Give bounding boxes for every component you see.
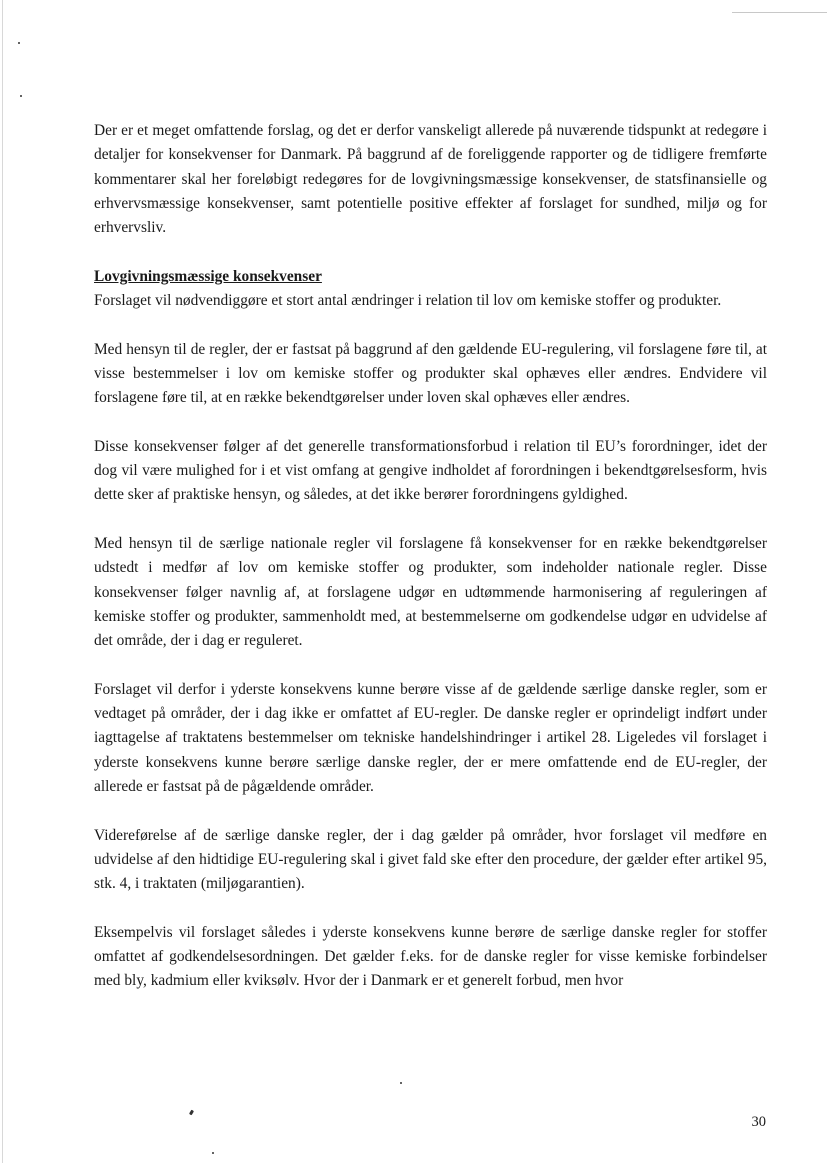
body-paragraph-1: Forslaget vil nødvendiggøre et stort antal ændringer i relation til lov om kemiske stoffer og produkter. [94,292,722,310]
body-paragraph-2: Med hensyn til de regler, der er fastsat på baggrund af den gældende EU-regulering, vil forslagene føre til, at visse bestemmelser i lov om kemiske stoffer og produkter skal ophæves eller ændres. Endvidere vil forslagene føre til, at en række bekendtgørelser under loven skal ophæves eller ændres. [94,340,767,407]
page-number: 30 [751,1114,766,1130]
document-body [94,119,767,994]
body-paragraph-7: Eksempelvis vil forslaget således i yderste konsekvens kunne berøre de særlige danske regler for stoffer omfattet af godkendelsesordningen. Det gælder f.eks. for de danske regler for visse kemiske forbindelser med bly, kadmium eller kviksølv. Hvor der i Danmark er et generelt forbud, men hvor [94,923,767,990]
body-paragraph-6: Videreførelse af de særlige danske regler, der i dag gælder på områder, hvor forslaget vil medføre en udvidelse af den hidtidige EU-regulering skal i givet fald ske efter den procedure, der gælder efter artikel 95, stk. 4, i traktaten (miljøgarantien). [94,826,767,893]
body-paragraph-4: Med hensyn til de særlige nationale regler vil forslagene få konsekvenser for en række bekendtgørelser udstedt i medfør af lov om kemiske stoffer og produkter, som indeholder nationale regler. Disse konsekvenser følger navnlig af, at forslagene udgør en udtømmende harmonisering af reguleringen af kemiske stoffer og produkter, sammenholdt med, at bestemmelserne om godkendelse udgør en udvidelse af det område, der i dag er reguleret. [94,535,767,650]
body-paragraph-5: Forslaget vil derfor i yderste konsekvens kunne berøre visse af de gældende særlige danske regler, som er vedtaget på områder, der i dag ikke er omfattet af EU-regler. De danske regler er oprindeligt indført under iagttagelse af traktatens bestemmelser om tekniske handelshindringer i artikel 28. Ligeledes vil forslaget i yderste konsekvens kunne berøre særlige danske regler, der er mere omfattende end de EU-regler, der allerede er fastsat på de pågældende områder. [94,680,767,796]
scan-speck [400,1082,402,1084]
scan-speck [212,1152,214,1154]
intro-paragraph: Der er et meget omfattende forslag, og det er derfor vanskeligt allerede på nuværende tidspunkt at redegøre i detaljer for konsekvenser for Danmark. På baggrund af de foreliggende rapporter og de tidligere fremførte kommentarer skal her foreløbigt redegøres for de lovgivningsmæssige konsekvenser, de statsfinansielle og erhvervsmæssige konsekvenser, samt potentielle positive effekter af forslaget for sundhed, miljø og for erhvervsliv. [94,122,767,237]
body-paragraph-3: Disse konsekvenser følger af det generelle transformationsforbud i relation til EU’s forordninger, idet der dog vil være mulighed for i et vist omfang at gengive indholdet af forordningen i bekendtgørelsesform, hvis dette sker af praktiske hensyn, og således, at det ikke berører forordningens gyldighed. [94,437,767,504]
section-heading: Lovgivningsmæssige konsekvenser [94,267,322,285]
scan-speck [18,42,20,44]
scan-top-line [732,12,827,13]
scan-speck [189,1110,194,1116]
scan-edge-line [2,0,3,1163]
scan-speck [20,95,22,97]
